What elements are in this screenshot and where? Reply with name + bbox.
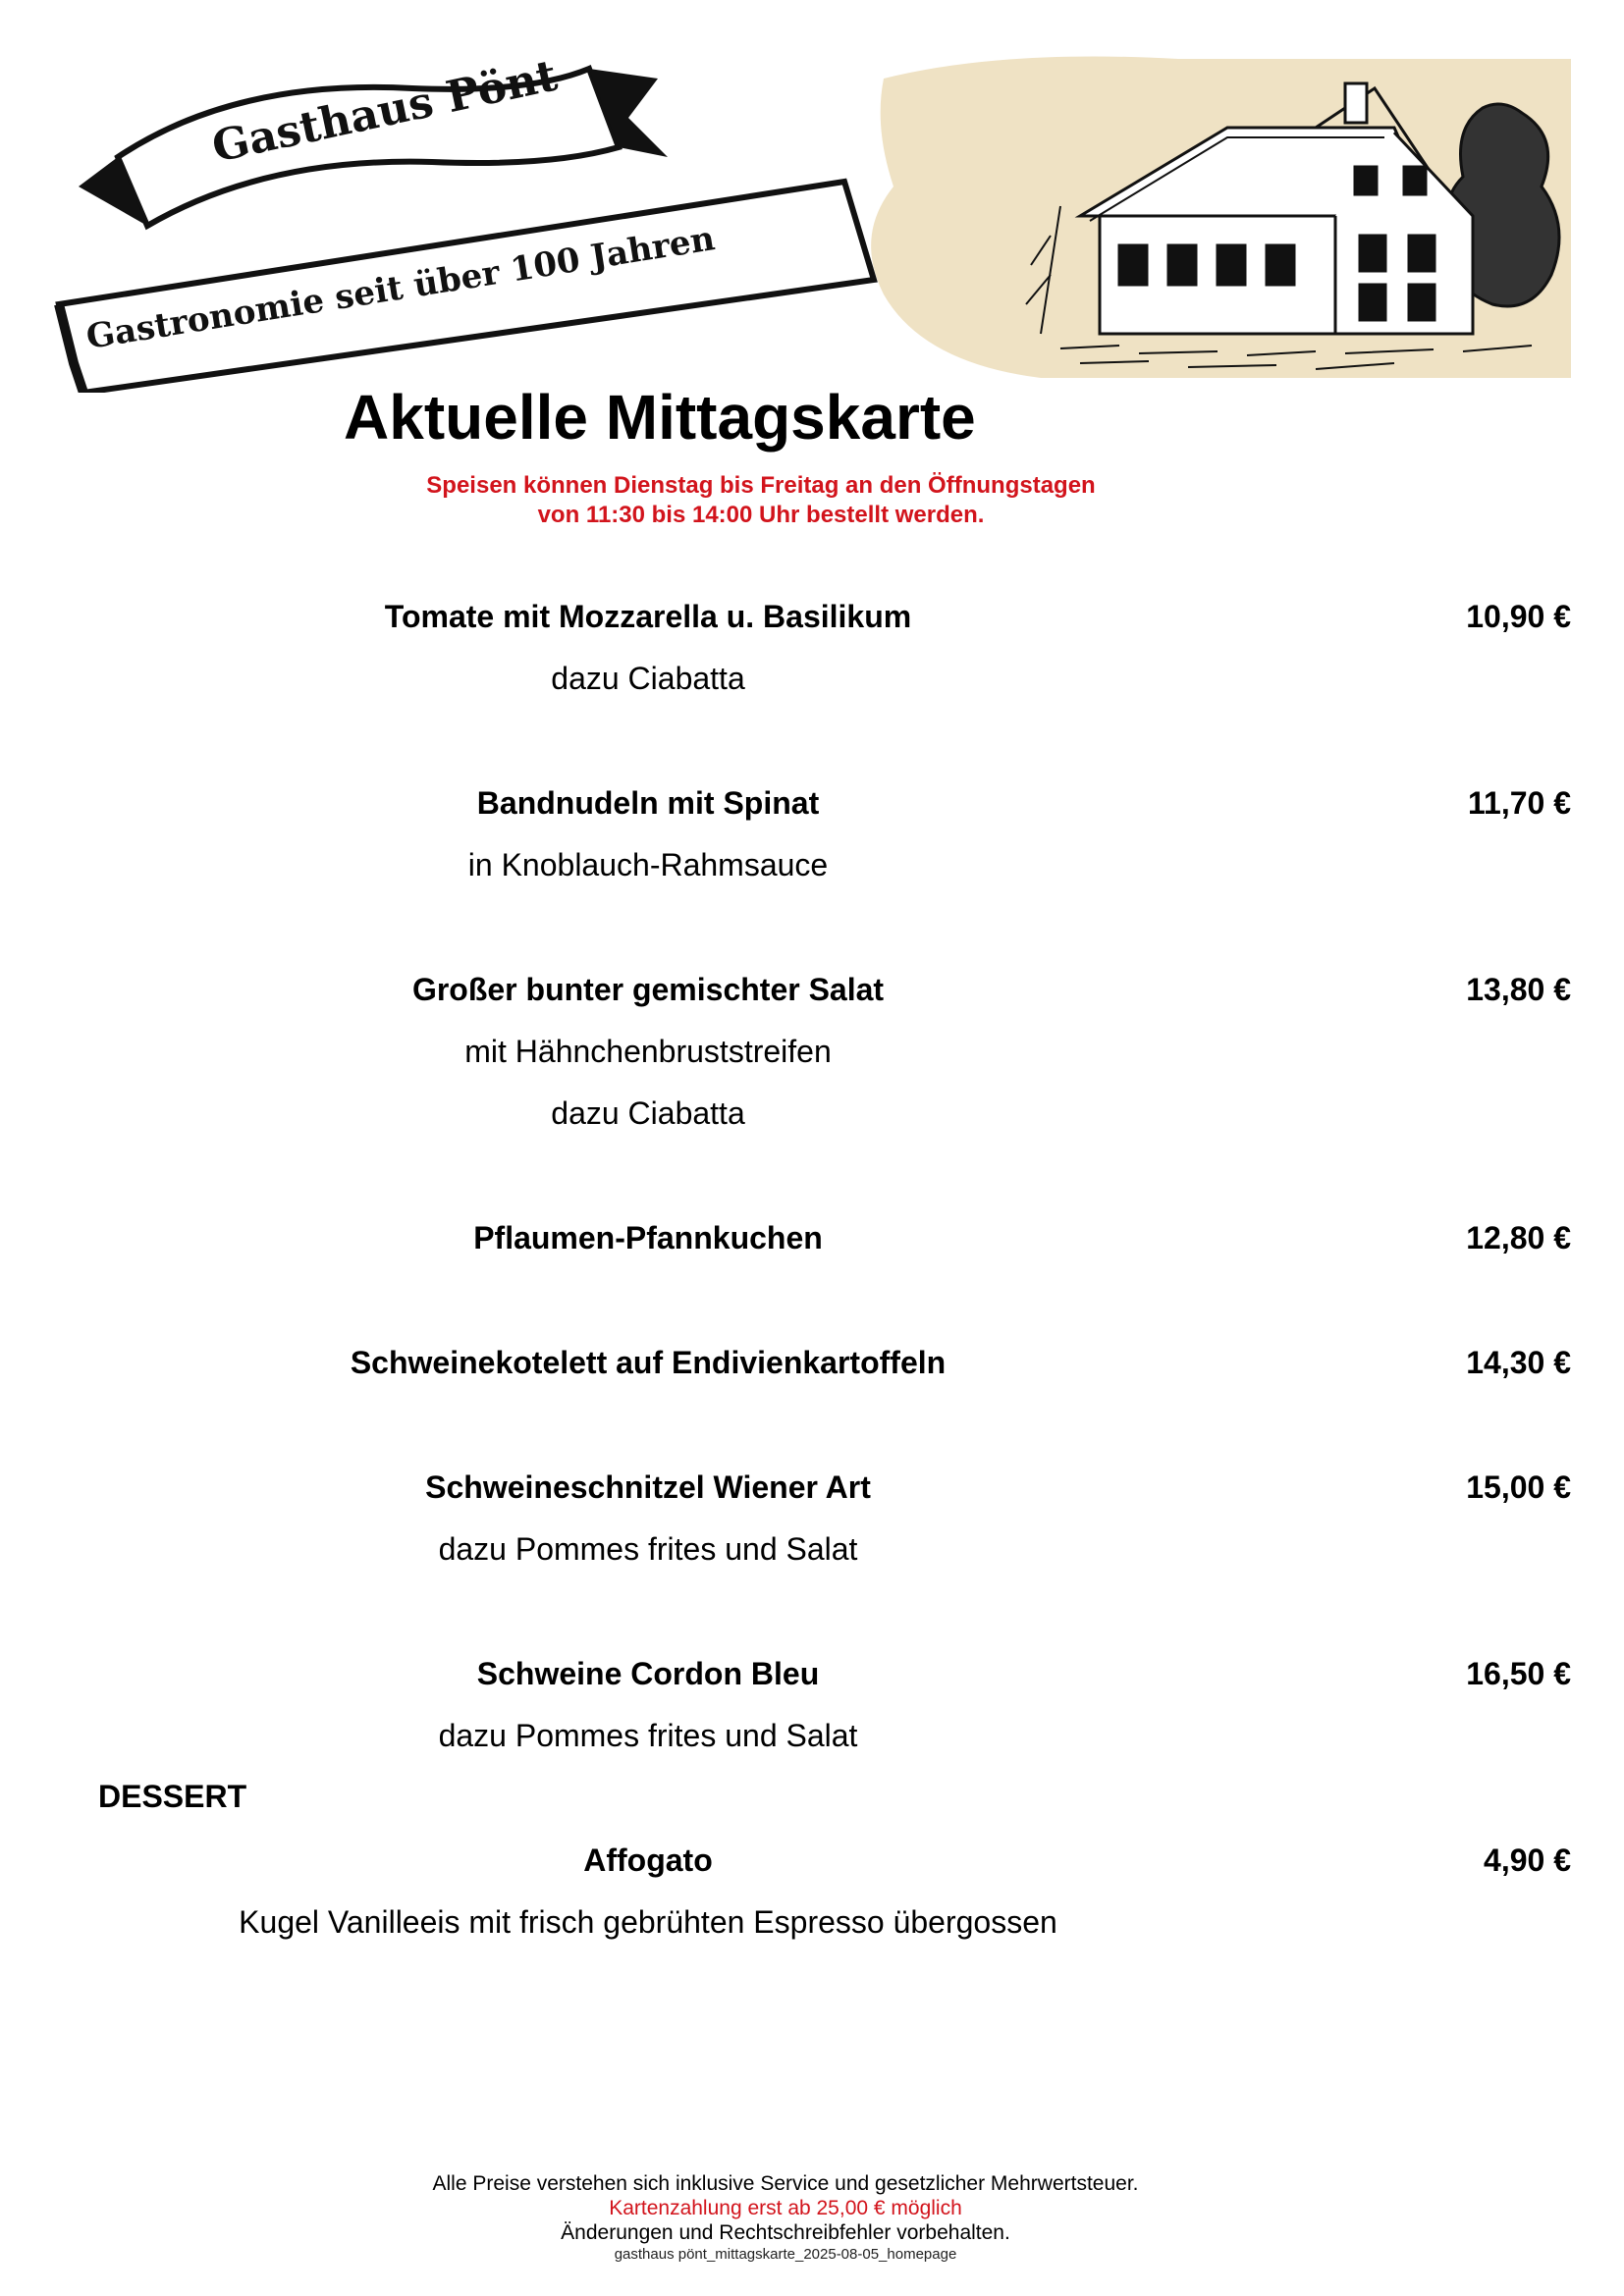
footer-price-note: Alle Preise verstehen sich inklusive Service und gesetzlicher Mehrwertsteuer.: [432, 2172, 1139, 2195]
dish-name: Bandnudeln mit Spinat: [476, 785, 820, 821]
dish-price: 11,70 €: [1468, 785, 1571, 821]
dish-name: Tomate mit Mozzarella u. Basilikum: [384, 599, 912, 634]
dish-price: 10,90 €: [1466, 599, 1571, 634]
dish-price: 13,80 €: [1466, 972, 1571, 1007]
dish-price: 14,30 €: [1466, 1345, 1571, 1380]
dessert-description: Kugel Vanilleeis mit frisch gebrühten Espresso übergossen: [239, 1904, 1057, 1940]
dish-name: Pflaumen-Pfannkuchen: [473, 1220, 823, 1255]
logo-banner-top-text: Gasthaus Pönt: [207, 50, 562, 173]
dish-name: Schweine Cordon Bleu: [476, 1656, 820, 1691]
dish-price: 12,80 €: [1466, 1220, 1571, 1255]
dish-name: Schweineschnitzel Wiener Art: [425, 1469, 871, 1505]
dish-description: dazu Ciabatta: [551, 1095, 745, 1131]
ordering-notice-line-1: Speisen können Dienstag bis Freitag an den Öffnungstagen: [426, 472, 1096, 499]
dessert-price: 4,90 €: [1484, 1842, 1571, 1878]
footer: [295, 2171, 1276, 2265]
dish-price: 16,50 €: [1466, 1656, 1571, 1691]
dish-description: mit Hähnchenbruststreifen: [464, 1034, 832, 1069]
dessert-name: Affogato: [583, 1842, 713, 1878]
footer-disclaimer: Änderungen und Rechtschreibfehler vorbehalten.: [561, 2221, 1010, 2244]
dish-description: dazu Pommes frites und Salat: [438, 1531, 858, 1567]
dessert-section-title: DESSERT: [98, 1779, 247, 1814]
dish-description: dazu Pommes frites und Salat: [438, 1718, 858, 1753]
page-title: Aktuelle Mittagskarte: [344, 382, 976, 453]
dish-name: Großer bunter gemischter Salat: [411, 972, 885, 1007]
dish-price: 15,00 €: [1466, 1469, 1571, 1505]
dish-name: Schweinekotelett auf Endivienkartoffeln: [350, 1345, 947, 1380]
footer-card-payment-note: Kartenzahlung erst ab 25,00 € möglich: [609, 2197, 962, 2219]
ordering-notice-line-2: von 11:30 bis 14:00 Uhr bestellt werden.: [537, 502, 985, 528]
logo-banner-bottom-text: Gastronomie seit über 100 Jahren: [83, 219, 718, 357]
footer-file-name: gasthaus pönt_mittagskarte_2025-08-05_homepage: [614, 2246, 957, 2263]
dish-description: dazu Ciabatta: [551, 661, 745, 696]
dish-description: in Knoblauch-Rahmsauce: [467, 847, 829, 882]
